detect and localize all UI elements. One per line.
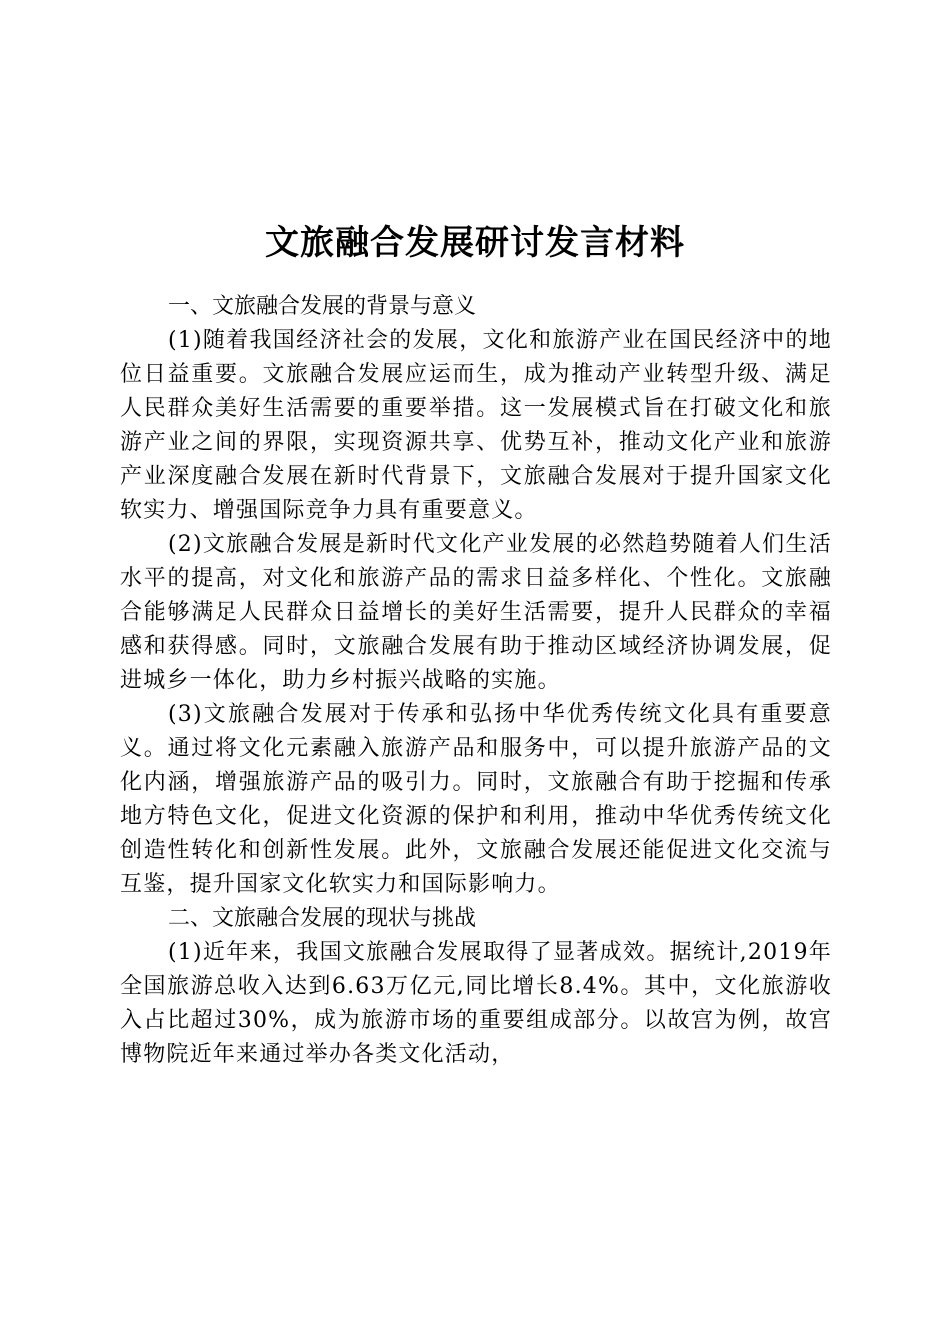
section-heading-2: 二、文旅融合发展的现状与挑战 [168, 906, 477, 931]
paragraph-2-1: (1)近年来，我国文旅融合发展取得了显著成效。据统计,2019年全国旅游总收入达到6.63万亿元,同比增长8.4%。其中，文化旅游收入占比超过30%，成为旅游市场的重要组成部分。以故宫为例，故宫博物院近年来通过举办各类文化活动， [120, 940, 832, 1067]
paragraph-1-1: (1)随着我国经济社会的发展，文化和旅游产业在国民经济中的地位日益重要。文旅融合发展应运而生，成为推动产业转型升级、满足人民群众美好生活需要的重要举措。这一发展模式旨在打破文化和旅游产业之间的界限，实现资源共享、优势互补，推动文化产业和旅游产业深度融合发展在新时代背景下，文旅融合发展对于提升国家文化软实力、增强国际竞争力具有重要意义。 [120, 328, 832, 523]
section-heading-1: 一、文旅融合发展的背景与意义 [168, 294, 477, 319]
document-title: 文旅融合发展研讨发言材料 [265, 222, 685, 263]
paragraph-1-2: (2)文旅融合发展是新时代文化产业发展的必然趋势随着人们生活水平的提高，对文化和旅游产品的需求日益多样化、个性化。文旅融合能够满足人民群众日益增长的美好生活需要，提升人民群众的幸福感和获得感。同时，文旅融合发展有助于推动区域经济协调发展，促进城乡一体化，助力乡村振兴战略的实施。 [120, 532, 832, 693]
document-body [120, 290, 832, 1072]
paragraph-1-3: (3)文旅融合发展对于传承和弘扬中华优秀传统文化具有重要意义。通过将文化元素融入旅游产品和服务中，可以提升旅游产品的文化内涵，增强旅游产品的吸引力。同时，文旅融合有助于挖掘和传承地方特色文化，促进文化资源的保护和利用，推动中华优秀传统文化创造性转化和创新性发展。此外，文旅融合发展还能促进文化交流与互鉴，提升国家文化软实力和国际影响力。 [120, 702, 832, 897]
